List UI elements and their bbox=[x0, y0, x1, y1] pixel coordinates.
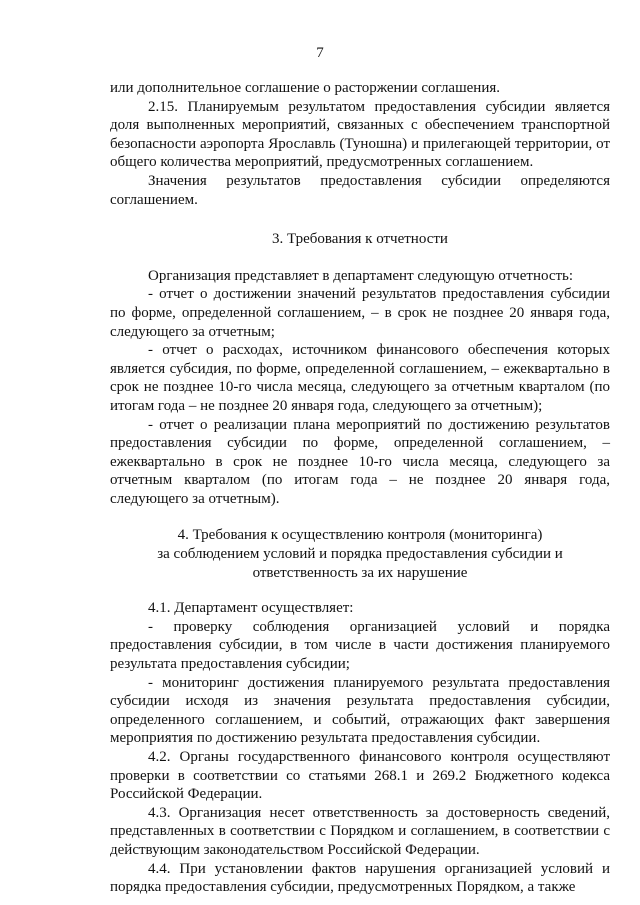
section-4-heading-line: ответственность за их нарушение bbox=[252, 564, 468, 581]
paragraph: 2.15. Планируемым результатом предоставления субсидии является доля выполненных мероприятий, связанных с обеспечением транспортной безопасности аэропорта Ярославль (Туношна) и прилегающей территории, от общего количества мероприятий, предусмотренных соглашением. bbox=[110, 98, 610, 171]
page-number: 7 bbox=[316, 45, 324, 61]
document-body bbox=[110, 79, 610, 897]
paragraph: 4.3. Организация несет ответственность за достоверность сведений, представленных в соответствии с Порядком и соглашением, в соответствии с действующим законодательством Российской Федерации. bbox=[110, 804, 610, 858]
paragraph: 4.2. Органы государственного финансового контроля осуществляют проверки в соответствии со статьями 268.1 и 269.2 Бюджетного кодекса Российской Федерации. bbox=[110, 749, 610, 803]
paragraph: 4.1. Департамент осуществляет: bbox=[148, 600, 354, 617]
paragraph: Организация представляет в департамент следующую отчетность: bbox=[148, 267, 574, 284]
list-item: - отчет о достижении значений результатов предоставления субсидии по форме, определенной соглашением, – в срок не позднее 20 января года, следующего за отчетным; bbox=[110, 286, 610, 340]
section-3-heading: 3. Требования к отчетности bbox=[272, 231, 448, 248]
list-item: - мониторинг достижения планируемого результата предоставления субсидии исходя из значения результата предоставления субсидии, определенного соглашением, и событий, отражающих факт завершения мероприятия по достижению результата предоставления субсидии. bbox=[110, 674, 610, 747]
section-4-heading-line: за соблюдением условий и порядка предоставления субсидии и bbox=[157, 546, 563, 563]
section-4-heading-line: 4. Требования к осуществлению контроля (мониторинга) bbox=[177, 527, 543, 544]
list-item: - отчет о расходах, источником финансового обеспечения которых является субсидия, по форме, определенной соглашением, – ежеквартально в срок не позднее 10-го числа месяца, следующего за отчетным кварталом (по итогам года – не позднее 20 января года, следующего за отчетным); bbox=[110, 342, 610, 414]
section-4-heading bbox=[110, 526, 610, 582]
paragraph: 4.4. При установлении фактов нарушения организацией условий и порядка предоставления субсидии, предусмотренных Порядком, а также bbox=[110, 860, 610, 896]
paragraph: Значения результатов предоставления субсидии определяются соглашением. bbox=[110, 172, 610, 208]
list-item: - проверку соблюдения организацией условий и порядка предоставления субсидии, в том числе в части достижения планируемого результата предоставления субсидии; bbox=[110, 618, 610, 673]
paragraph: или дополнительное соглашение о расторжении соглашения. bbox=[110, 80, 500, 96]
list-item: - отчет о реализации плана мероприятий по достижению результатов предоставления субсидии по форме, определенной соглашением, – ежеквартально в срок не позднее 10-го числа месяца, следующего за отчетным кварталом (по итогам года – не позднее 20 января года, следующего за отчетным). bbox=[110, 416, 610, 507]
